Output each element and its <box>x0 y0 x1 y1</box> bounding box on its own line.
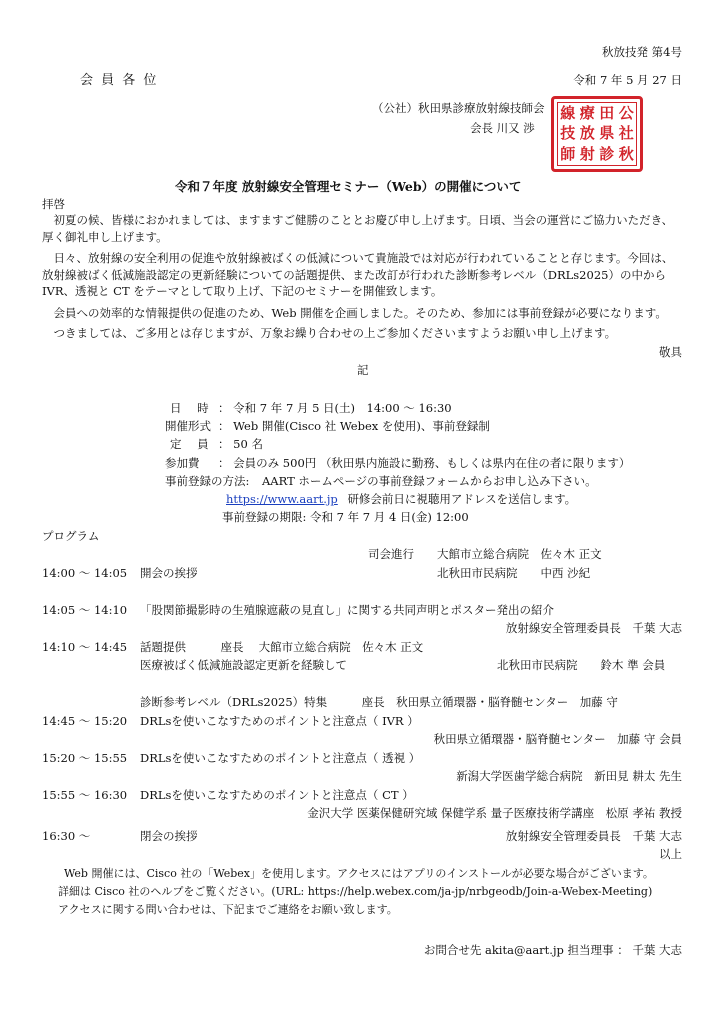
format-value: ： Web 開催(Cisco 社 Webex を使用)、事前登録制 <box>218 419 490 433</box>
issue-date: 令和 7 年 5 月 27 日 <box>573 73 682 87</box>
program-subtitle-3: 医療被ばく低減施設認定更新を経験して <box>140 658 347 672</box>
organization-name: （公社）秋田県診療放射線技師会 <box>372 101 545 115</box>
document-number: 秋放技発 第4号 <box>602 45 682 59</box>
seal-glyph: 射 <box>579 145 595 164</box>
seal-glyph: 診 <box>599 145 615 164</box>
greeting: 拝啓 <box>42 197 65 211</box>
program-title-4: DRLsを使いこなすためのポイントと注意点（ IVR ） <box>140 714 419 728</box>
note-2: 詳細は Cisco 社のヘルプをご覧ください。(URL: https://help.webex.com/ja-jp/nrbgeodb/Join-a-Webex-Meeting) <box>58 885 653 898</box>
president-name: 会長 川又 渉 <box>470 121 535 135</box>
program-time-7: 16:30 ～ <box>42 829 91 843</box>
moderator-name: 大館市立総合病院 佐々木 正文 <box>437 547 602 561</box>
note-3: アクセスに関する問い合わせは、下記までご連絡をお願い致します。 <box>58 903 398 916</box>
paragraph-1: 初夏の候、皆様におかれましては、ますますご健勝のこととお慶び申し上げます。日頃、当会の運営にご協力いただき、厚く御礼申し上げます。 <box>42 213 674 244</box>
seal-glyph: 療 <box>579 103 595 122</box>
moderator-label: 司会進行 <box>368 547 414 561</box>
fee-value: ： 会員のみ 500円 （秋田県内施設に勤務、もしくは県内在住の者に限ります） <box>218 456 631 470</box>
program-title-3: 話題提供 座長 大館市立総合病院 佐々木 正文 <box>140 640 424 654</box>
seal-glyph: 技 <box>560 124 576 143</box>
format-label: 開催形式 <box>165 419 211 433</box>
program-title-6: DRLsを使いこなすためのポイントと注意点（ CT ） <box>140 788 414 802</box>
program-time-2: 14:05 ～ 14:10 <box>42 603 128 617</box>
seal-glyph: 田 <box>599 103 615 122</box>
program-title-2: 「股関節撮影時の生殖腺遮蔽の見直し」に関する共同声明とポスター発出の紹介 <box>140 603 554 617</box>
capacity-value: ： 50 名 <box>218 437 263 451</box>
program-speaker-1: 北秋田市民病院 中西 沙紀 <box>437 566 591 580</box>
aart-website-link[interactable]: https://www.aart.jp <box>226 492 338 506</box>
official-seal-icon <box>551 96 643 172</box>
paragraph-4: つきましては、ご多用とは存じますが、万象お繰り合わせの上ご参加くださいますようお願い申し上げます。 <box>53 326 617 340</box>
paragraph-2: 日々、放射線の安全利用の促進や放射線被ばくの低減について貴施設では対応が行われていることと存じます。今回は、放射線被ばく低減施設認定の更新経験についての話題提供、また改訂が行われた診断参考レベル（DRLs2025）の中から IVR、透視と CT をテーマとして取り上げ、下記のセミナーを開催致します。 <box>42 251 674 299</box>
addressee: 会 員 各 位 <box>80 73 159 88</box>
seal-glyph: 県 <box>599 124 615 143</box>
note-1: Web 開催には、Cisco 社の「Webex」を使用します。アクセスにはアプリのインストールが必要な場合がございます。 <box>64 867 654 880</box>
closing-keigu: 敬具 <box>659 345 682 359</box>
program-speaker-2: 放射線安全管理委員長 千葉 大志 <box>505 621 682 635</box>
program-heading: プログラム <box>42 529 100 543</box>
seal-glyph: 秋 <box>618 145 634 164</box>
drl-special-heading: 診断参考レベル（DRLs2025）特集 座長 秋田県立循環器・脳脊髄センター 加藤 守 <box>140 695 618 709</box>
program-time-4: 14:45 ～ 15:20 <box>42 714 128 728</box>
fee-label: 参加費 <box>165 456 200 470</box>
date-value: ： 令和 7 年 7 月 5 日(土) 14:00 ～ 16:30 <box>218 401 452 415</box>
url-note: 研修会前日に視聴用アドレスを送信します。 <box>347 492 577 506</box>
seal-glyph: 師 <box>560 145 576 164</box>
program-title-5: DRLsを使いこなすためのポイントと注意点（ 透視 ） <box>140 751 421 765</box>
seal-glyph: 放 <box>579 124 595 143</box>
contact-info: お問合せ先 akita@aart.jp 担当理事 ： 千葉 大志 <box>423 943 682 957</box>
date-label: 日 時 <box>170 401 215 415</box>
program-time-1: 14:00 ～ 14:05 <box>42 566 128 580</box>
registration-method-value: AART ホームページの事前登録フォームからお申し込み下さい。 <box>262 474 597 488</box>
program-speaker-3: 北秋田市民病院 鈴木 準 会員 <box>497 658 666 672</box>
seal-glyph: 線 <box>560 103 576 122</box>
program-speaker-4: 秋田県立循環器・脳脊髄センター 加藤 守 会員 <box>433 732 682 746</box>
seal-glyph: 社 <box>618 124 634 143</box>
seal-glyph: 公 <box>618 103 634 122</box>
program-time-6: 15:55 ～ 16:30 <box>42 788 128 802</box>
document-title: 令和７年度 放射線安全管理セミナー（Web）の開催について <box>175 179 522 194</box>
program-time-3: 14:10 ～ 14:45 <box>42 640 128 654</box>
registration-method-label: 事前登録の方法: <box>165 474 250 488</box>
ijou-end-mark: 以上 <box>659 847 682 861</box>
program-time-5: 15:20 ～ 15:55 <box>42 751 128 765</box>
program-speaker-5: 新潟大学医歯学総合病院 新田見 耕太 先生 <box>456 769 682 783</box>
ki-heading: 記 <box>357 363 369 377</box>
program-speaker-6: 金沢大学 医薬保健研究域 保健学系 量子医療技術学講座 松原 孝祐 教授 <box>307 806 682 820</box>
paragraph-3: 会員への効率的な情報提供の促進のため、Web 開催を企画しました。そのため、参加には事前登録が必要になります。 <box>53 306 667 320</box>
program-title-1: 開会の挨拶 <box>140 566 198 580</box>
program-speaker-7: 放射線安全管理委員長 千葉 大志 <box>505 829 682 843</box>
program-title-7: 閉会の挨拶 <box>140 829 198 843</box>
registration-deadline: 事前登録の期限: 令和 7 年 7 月 4 日(金) 12:00 <box>222 510 469 524</box>
capacity-label: 定 員 <box>170 437 215 451</box>
